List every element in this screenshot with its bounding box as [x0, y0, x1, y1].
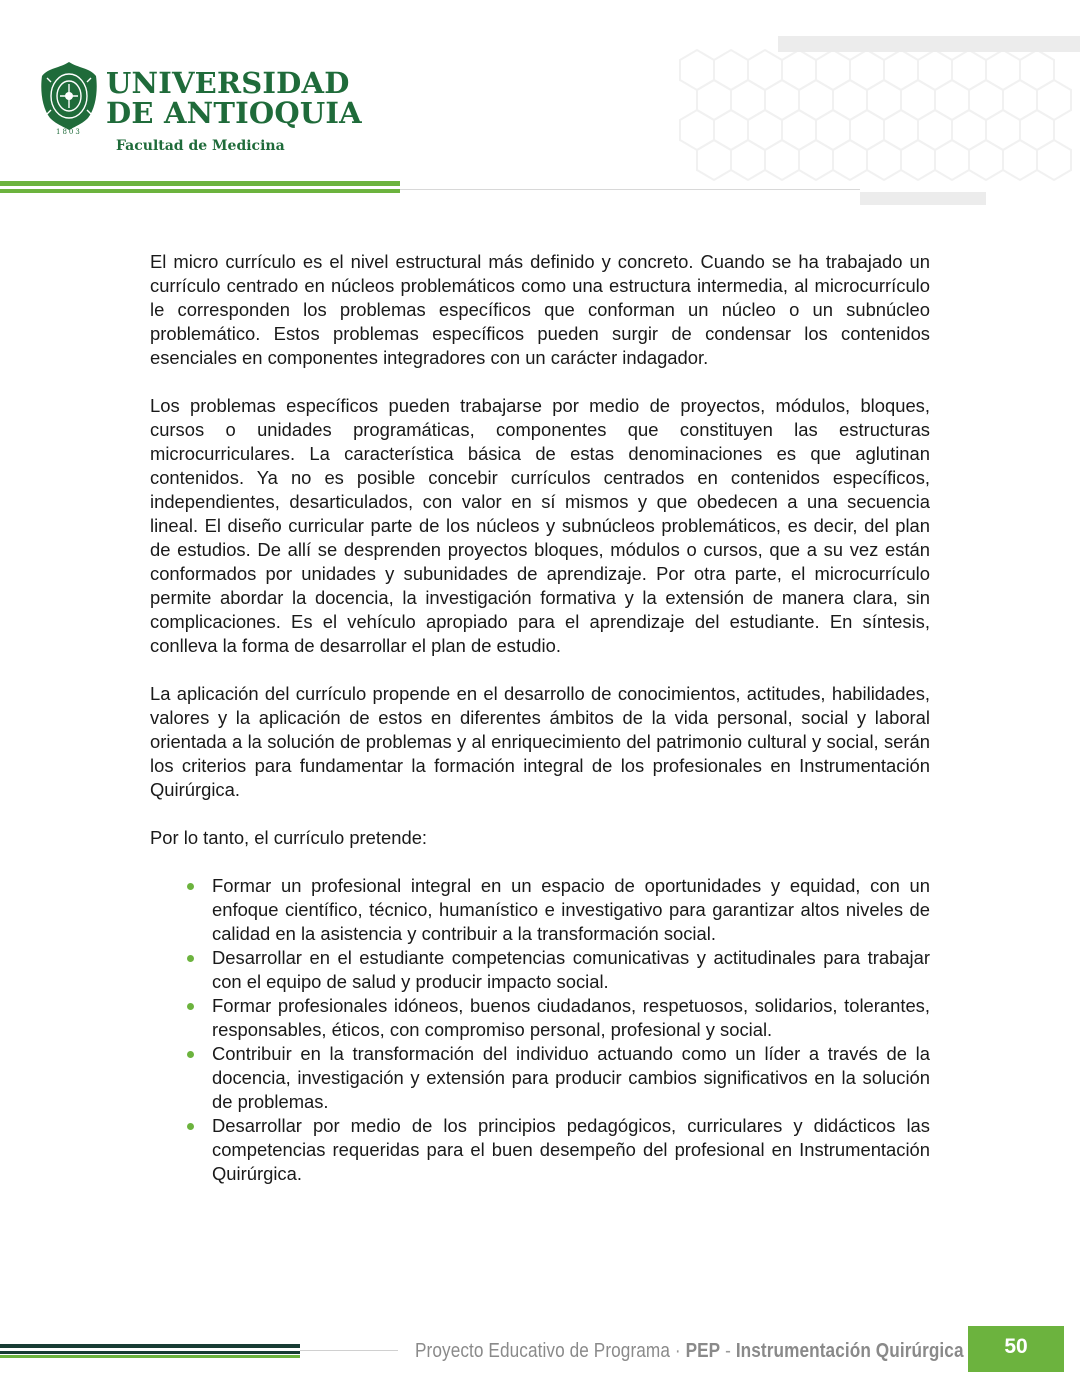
- list-item: [212, 946, 930, 994]
- header-stripe-green: [0, 181, 400, 186]
- paragraph-4: Por lo tanto, el currículo pretende:: [150, 827, 428, 848]
- list-item-text: Desarrollar en el estudiante competencias comunicativas y actitudinales para trabajar con el equipo de salud y producir impacto social.: [212, 947, 930, 992]
- university-logo: [38, 60, 378, 160]
- header-stripe-green-2: [0, 189, 400, 193]
- logo-faculty: Facultad de Medicina: [116, 138, 285, 154]
- footer-divider: [0, 1342, 400, 1362]
- footer-separator: ·: [674, 1340, 681, 1362]
- footer-acronym: PEP: [685, 1340, 721, 1362]
- university-seal-icon: [38, 60, 100, 134]
- paragraph-1: El micro currículo es el nivel estructural más definido y concreto. Cuando se ha trabajado un currículo centrado en núcleos problemáticos como una estructura intermedia, al microcurrículo le corresponden los problemas específicos que conforman un núcleo o un subnúcleo problemático. Estos problemas específicos pueden surgir de condensar los contenidos esenciales en componentes integradores con un carácter indagador.: [150, 251, 930, 368]
- footer-stripe-dark-2: [0, 1351, 300, 1354]
- bullet-icon: [187, 883, 194, 890]
- bullet-icon: [187, 1051, 194, 1058]
- footer-program: Instrumentación Quirúrgica: [735, 1340, 964, 1362]
- list-item: [212, 1042, 930, 1114]
- list-item-text: Desarrollar por medio de los principios pedagógicos, curriculares y didácticos las competencias requeridas para el buen desempeño del profesional en Instrumentación Quirúrgica.: [212, 1115, 930, 1184]
- paragraph-3: La aplicación del currículo propende en el desarrollo de conocimientos, actitudes, habilidades, valores y la aplicación de estos en diferentes ámbitos de la vida personal, social y laboral orientada a la solución de problemas y al enriquecimiento del patrimonio cultural y social, serán los criterios para fundamentar la formación integral de los profesionales en Instrumentación Quirúrgica.: [150, 683, 930, 800]
- footer-doc-title: Proyecto Educativo de Programa: [415, 1340, 670, 1362]
- list-item: [212, 1114, 930, 1186]
- logo-name-line2: DE ANTIOQUIA: [106, 96, 362, 130]
- list-item-text: Formar un profesional integral en un espacio de oportunidades y equidad, con un enfoque científico, técnico, humanístico e investigativo para garantizar altos niveles de calidad en la asistencia y contribuir a la transformación social.: [212, 875, 930, 944]
- header-gray-bar-top: [778, 36, 1080, 52]
- header-divider: [0, 181, 1080, 201]
- list-item: [212, 874, 930, 946]
- document-body: [150, 250, 930, 1186]
- header-stripe-gray-line: [400, 189, 860, 190]
- paragraph-2: Los problemas específicos pueden trabajarse por medio de proyectos, módulos, bloques, cursos o unidades programáticas, componentes que constituyen las estructuras microcurriculares. La característica básica de estas denominaciones es que aglutinan contenidos. Ya no es posible concebir currículos centrados en contenidos específicos, independientes, desarticulados, con valor en sí mismos y que obedecen a una secuencia lineal. El diseño curricular parte de los núcleos y subnúcleos problemáticos, es decir, del plan de estudios. De allí se desprenden proyectos bloques, módulos o cursos, que a su vez están conformados por unidades y subunidades de aprendizaje. Por otra parte, el microcurrículo permite abordar la docencia, la investigación formativa y la extensión de manera clara, sin complicaciones. Es el vehículo apropiado para el aprendizaje del estudiante. En síntesis, conlleva la forma de desarrollar el plan de estudio.: [150, 395, 930, 656]
- bullet-icon: [187, 1123, 194, 1130]
- list-item-text: Formar profesionales idóneos, buenos ciudadanos, respetuosos, solidarios, tolerantes, responsables, éticos, con compromiso personal, profesional y social.: [212, 995, 930, 1040]
- footer-title: [415, 1340, 964, 1363]
- bullet-icon: [187, 1003, 194, 1010]
- footer-dash: -: [725, 1340, 731, 1362]
- footer-stripe-gray: [300, 1350, 398, 1351]
- logo-name-line1: UNIVERSIDAD: [106, 66, 350, 100]
- list-item-text: Contribuir en la transformación del individuo actuando como un líder a través de la docencia, investigación y extensión para producir cambios significativos en la solución de problemas.: [212, 1043, 930, 1112]
- footer-stripe-green: [0, 1355, 300, 1358]
- bullet-icon: [187, 955, 194, 962]
- logo-year: 1803: [56, 128, 82, 136]
- objectives-list: [150, 874, 930, 1186]
- list-item: [212, 994, 930, 1042]
- footer-stripe-dark-1: [0, 1344, 300, 1348]
- page-number: 50: [968, 1326, 1064, 1372]
